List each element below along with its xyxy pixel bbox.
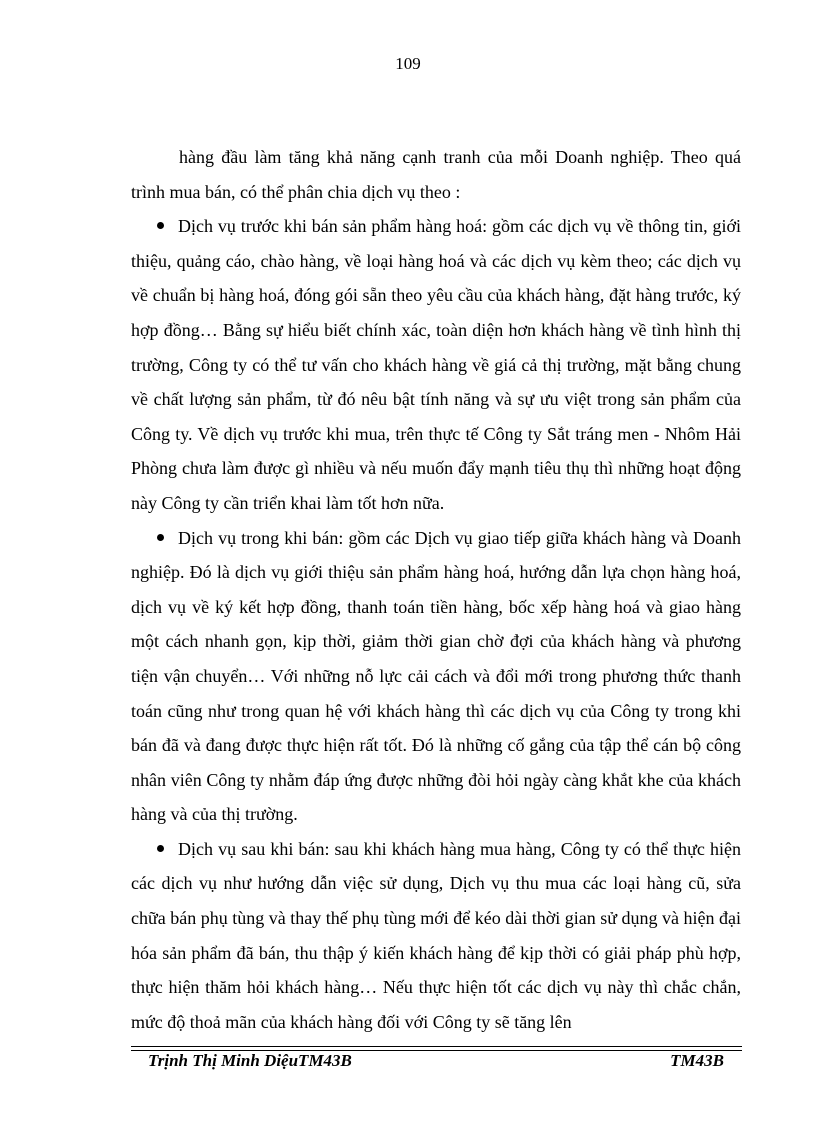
bullet-dot-icon bbox=[157, 845, 164, 852]
bullet-after-sale bbox=[131, 832, 741, 1040]
footer-class-code: TM43B bbox=[670, 1051, 724, 1070]
bullet-text: Dịch vụ trong khi bán: gồm các Dịch vụ giao tiếp giữa khách hàng và Doanh nghiệp. Đó là dịch vụ giới thiệu sản phẩm hàng hoá, hướng dẫn lựa chọn hàng hoá, dịch vụ về ký kết hợp đồng, thanh toán tiền hàng, bốc xếp hàng hoá và giao hàng một cách nhanh gọn, kịp thời, giảm thời gian chờ đợi của khách hàng và phương tiện vận chuyển… Với những nỗ lực cải cách và đổi mới trong phương thức thanh toán cũng như trong quan hệ với khách hàng thì các dịch vụ của Công ty trong khi bán đã và đang được thực hiện rất tốt. Đó là những cố gắng của tập thể cán bộ công nhân viên Công ty nhằm đáp ứng được những đòi hỏi ngày càng khắt khe của khách hàng và của thị trường. bbox=[131, 527, 741, 825]
bullet-dot-icon bbox=[157, 222, 164, 229]
footer bbox=[148, 1051, 724, 1071]
bullet-dot-icon bbox=[157, 534, 164, 541]
footer-author: Trịnh Thị Minh DiệuTM43B bbox=[148, 1051, 352, 1070]
bullet-pre-sale bbox=[131, 209, 741, 520]
bullet-text: Dịch vụ sau khi bán: sau khi khách hàng mua hàng, Công ty có thể thực hiện các dịch vụ như hướng dẫn việc sử dụng, Dịch vụ thu mua các loại hàng cũ, sửa chữa bán phụ tùng và thay thế phụ tùng mới để kéo dài thời gian sử dụng và hiện đại hóa sản phẩm đã bán, thu thập ý kiến khách hàng để kịp thời có giải pháp phù hợp, thực hiện thăm hỏi khách hàng… Nếu thực hiện tốt các dịch vụ này thì chắc chắn, mức độ thoả mãn của khách hàng đối với Công ty sẽ tăng lên bbox=[131, 838, 741, 1032]
bullet-text: Dịch vụ trước khi bán sản phẩm hàng hoá: gồm các dịch vụ về thông tin, giới thiệu, quảng cáo, chào hàng, về loại hàng hoá và các dịch vụ kèm theo; các dịch vụ về chuẩn bị hàng hoá, đóng gói sẵn theo yêu cầu của khách hàng, đặt hàng trước, ký hợp đồng… Bằng sự hiểu biết chính xác, toàn diện hơn khách hàng về tình hình thị trường, Công ty có thể tư vấn cho khách hàng về giá cả thị trường, mặt bằng chung về chất lượng sản phẩm, từ đó nêu bật tính năng và sự ưu việt trong sản phẩm của Công ty. Về dịch vụ trước khi mua, trên thực tế Công ty Sắt tráng men - Nhôm Hải Phòng chưa làm được gì nhiều và nếu muốn đẩy mạnh tiêu thụ thì những hoạt động này Công ty cần triển khai làm tốt hơn nữa. bbox=[131, 216, 741, 513]
page-number: 109 bbox=[395, 54, 421, 73]
bullet-during-sale bbox=[131, 521, 741, 832]
document-body bbox=[131, 140, 741, 1039]
intro-paragraph: hàng đầu làm tăng khả năng cạnh tranh của mỗi Doanh nghiệp. Theo quá trình mua bán, có thể phân chia dịch vụ theo : bbox=[131, 147, 741, 202]
